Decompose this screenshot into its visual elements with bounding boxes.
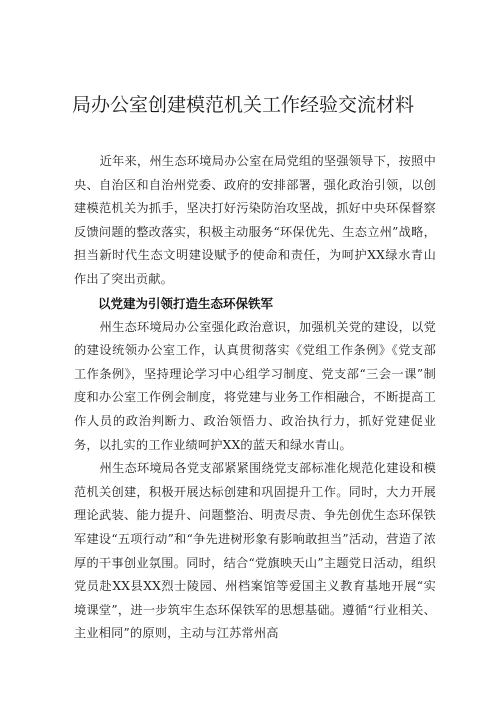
document-body: [74, 150, 436, 646]
intro-paragraph: 近年来，州生态环境局办公室在局党组的坚强领导下，按照中央、自治区和自治州党委、政府的安排部署，强化政治引领，以创建模范机关为抓手，坚决打好污染防治攻坚战，抓好中央环保督察反馈问题的整改落实，积极主动服务“环保优先、生态立州”战略，担当新时代生态文明建设赋予的使命和责任，为呵护XX绿水青山作出了突出贡献。: [74, 154, 436, 286]
body-paragraph-1: 州生态环境局办公室强化政治意识，加强机关党的建设，以党的建设统领办公室工作，认真贯彻落实《党组工作条例》《党支部工作条例》，坚持理论学习中心组学习制度、党支部“三会一课”制度和办公室工作例会制度，将党建与业务工作相融合，不断提高工作人员的政治判断力、政治领悟力、政治执行力，抓好党建促业务，以扎实的工作业绩呵护XX的蓝天和绿水青山。: [74, 319, 436, 452]
section-heading: 以党建为引领打造生态环保铁军: [98, 295, 274, 311]
body-paragraph-2: 州生态环境局各党支部紧紧围绕党支部标准化规范化建设和模范机关创建，积极开展达标创建和巩固提升工作。同时，大力开展理论武装、能力提升、问题整治、明责尽责、争先创优生态环保铁军建设“五项行动”和“争先进树形象有影响敢担当”活动，营造了浓厚的干事创业氛围。同时，结合“党旗映天山”主题党日活动，组织党员赴XX县XX烈士陵园、州档案馆等爱国主义教育基地开展“实境课堂”，进一步筑牢生态环保铁军的思想基础。遵循“行业相关、主业相同”的原则，主动与江苏常州高: [74, 461, 436, 641]
document-title: 局办公室创建模范机关工作经验交流材料: [72, 94, 415, 116]
